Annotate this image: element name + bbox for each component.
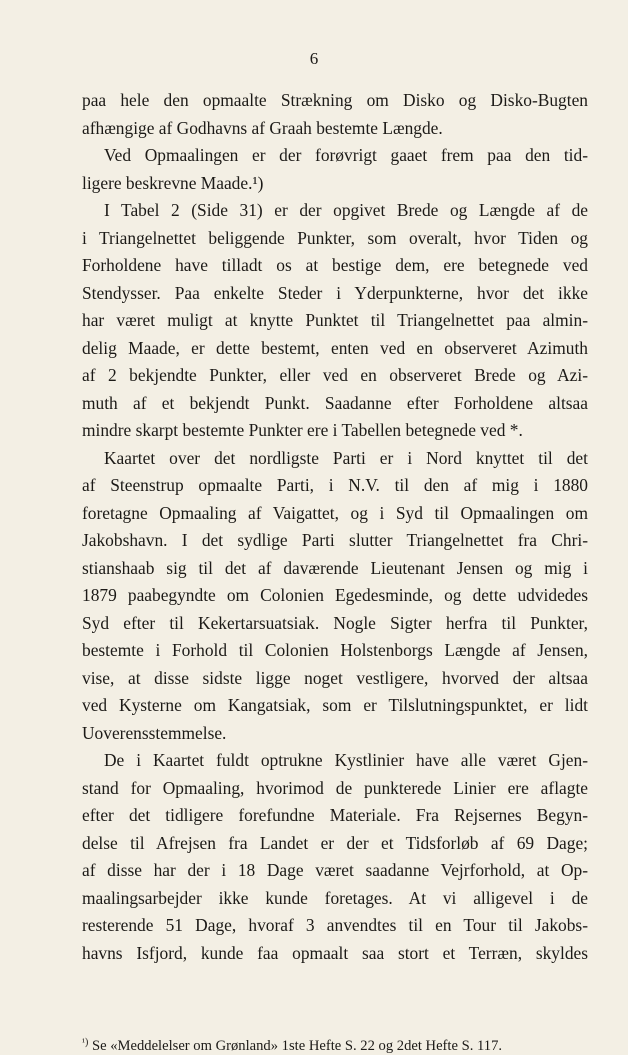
paragraph [82, 87, 588, 142]
text-line: Forholdene have tilladt os at bestige dem, ere betegnede ved [82, 255, 588, 275]
text-line: i Triangelnettet beliggende Punkter, som overalt, hvor Tiden og [82, 227, 588, 248]
footnote [82, 1034, 588, 1055]
text-line: maalingsarbejder ikke kunde foretages. At vi alligevel i de [82, 887, 588, 908]
footnote-mark: ¹) [82, 1037, 89, 1048]
paragraph [82, 747, 588, 967]
text-line: af disse har der i 18 Dage været saadanne Vejrforhold, at Op- [82, 860, 588, 880]
text-line: havns Isfjord, kunde faa opmaalt saa stort et Terræn, skyldes [82, 942, 588, 963]
footnote-text: Se «Meddelelser om Grønland» 1ste Hefte S. 22 og 2det Hefte S. 117. [91, 1038, 503, 1054]
text-line: efter det tidligere forefundne Materiale. Fra Rejsernes Begyn- [82, 805, 588, 825]
text-line: af Steenstrup opmaalte Parti, i N.V. til den af mig i 1880 [82, 475, 588, 495]
paragraph [82, 142, 588, 197]
text-line: vise, at disse sidste ligge noget vestligere, hvorved der altsaa [82, 667, 588, 688]
text-line: paa hele den opmaalte Strækning om Disko og Disko-Bugten [82, 90, 588, 110]
text-line: afhængige af Godhavns af Graah bestemte Længde. [82, 117, 443, 138]
text-line: I Tabel 2 (Side 31) er der opgivet Brede og Længde af de [104, 200, 588, 220]
text-line: Syd efter til Kekertarsuatsiak. Nogle Sigter herfra til Punkter, [82, 612, 588, 633]
text-line: delse til Afrejsen fra Landet er der et Tidsforløb af 69 Dage; [82, 832, 588, 853]
page-number: 6 [309, 49, 319, 68]
text-line: stianshaab sig til det af daværende Lieutenant Jensen og mig i [82, 557, 588, 578]
text-line: Jakobshavn. I det sydlige Parti slutter Triangelnettet fra Chri- [82, 530, 588, 550]
text-line: mindre skarpt bestemte Punkter ere i Tabellen betegnede ved *. [82, 420, 523, 440]
text-line: foretagne Opmaaling af Vaigattet, og i Syd til Opmaalingen om [82, 502, 588, 523]
text-line: Uoverensstemmelse. [82, 722, 227, 743]
text-line: af 2 bekjendte Punkter, eller ved en observeret Brede og Azi- [82, 365, 588, 385]
text-line: 1879 paabegyndte om Colonien Egedesminde, og dette udvidedes [82, 585, 588, 605]
text-line: De i Kaartet fuldt optrukne Kystlinier have alle været Gjen- [104, 750, 588, 770]
paragraph [82, 197, 588, 445]
paragraph [82, 445, 588, 748]
text-line: har været muligt at knytte Punktet til Triangelnettet paa almin- [82, 310, 588, 330]
text-line: ligere beskrevne Maade.¹) [82, 172, 264, 193]
text-line: Kaartet over det nordligste Parti er i Nord knyttet til det [104, 447, 588, 468]
text-line: muth af et bekjendt Punkt. Saadanne efter Forholdene altsaa [82, 392, 588, 413]
text-line: Stendysser. Paa enkelte Steder i Yderpunkterne, hvor det ikke [82, 282, 588, 303]
text-line: ved Kysterne om Kangatsiak, som er Tilslutningspunktet, er lidt [82, 695, 588, 715]
text-line: stand for Opmaaling, hvorimod de punkterede Linier ere aflagte [82, 777, 588, 798]
text-line: Ved Opmaalingen er der forøvrigt gaaet frem paa den tid- [104, 145, 588, 165]
text-line: delig Maade, er dette bestemt, enten ved en observeret Azimuth [82, 337, 588, 358]
text-line: bestemte i Forhold til Colonien Holstenborgs Længde af Jensen, [82, 640, 588, 660]
body-text [82, 87, 588, 967]
text-line: resterende 51 Dage, hvoraf 3 anvendtes til en Tour til Jakobs- [82, 915, 588, 935]
